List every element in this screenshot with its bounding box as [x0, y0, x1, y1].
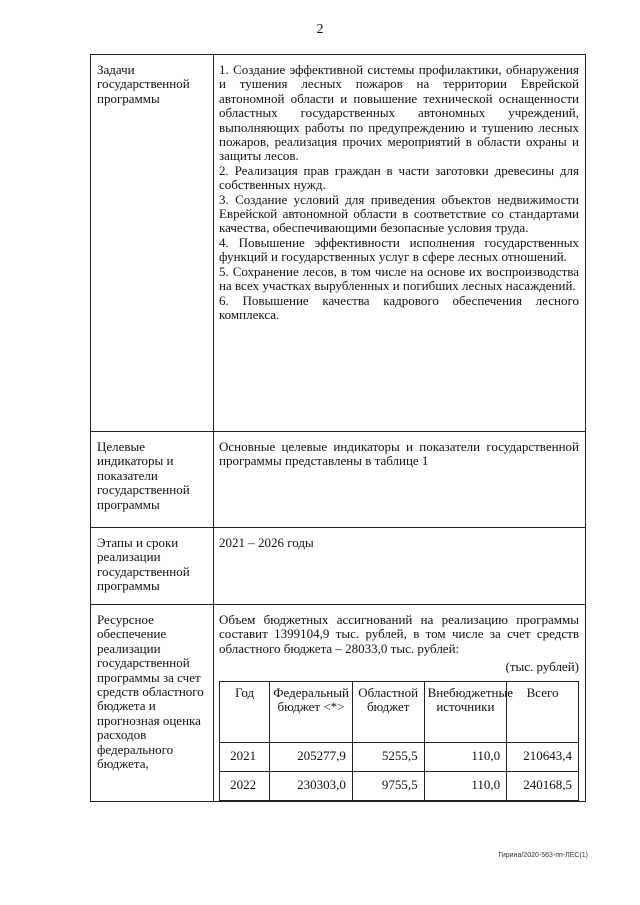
table-row: [220, 771, 579, 800]
units-note: (тыс. рублей): [505, 659, 579, 675]
task-item: 1. Создание эффективной системы профилактики, обнаружения и тушения лесных пожаров на территории Еврейской автономной области и повышение технической оснащенности областных государственных автономных учреждений, выполняющих работы по предупреждению и тушению лесных пожаров, реализация прочих мероприятий в области охраны и защиты лесов.: [219, 62, 579, 164]
resources-text: Объем бюджетных ассигнований на реализацию программы составит 1399104,9 тыс. рублей, в том числе за счет средств областного бюджета – 28033,0 тыс. рублей:: [219, 612, 579, 656]
table-row: [220, 742, 579, 771]
budget-header-total: Всего: [507, 681, 579, 742]
budget-federal: 230303,0: [270, 771, 353, 800]
budget-header-federal: Федеральный бюджет <*>: [270, 681, 353, 742]
budget-total: 210643,4: [507, 742, 579, 771]
budget-extrabudgetary: 110,0: [424, 771, 507, 800]
task-item: 4. Повышение эффективности исполнения государственных функций и государственных услуг в сфере лесных отношений.: [219, 234, 579, 265]
task-item: 2. Реализация прав граждан в части заготовки древесины для собственных нужд.: [219, 162, 579, 193]
program-passport-table: [90, 54, 586, 802]
budget-header-extrabudgetary: Внебюджетные источники: [424, 681, 507, 742]
budget-regional: 9755,5: [352, 771, 424, 800]
page-number: 2: [316, 22, 324, 37]
task-item: 6. Повышение качества кадрового обеспечения лесного комплекса.: [219, 292, 579, 322]
budget-total: 240168,5: [507, 771, 579, 800]
budget-header-row: [220, 681, 579, 742]
stages-row: [91, 528, 586, 605]
budget-extrabudgetary: 110,0: [424, 742, 507, 771]
tasks-list: [214, 55, 586, 432]
budget-federal: 205277,9: [270, 742, 353, 771]
budget-header-year: Год: [220, 681, 270, 742]
resources-label: Ресурсное обеспечение реализации государственной программы за счет средств областного бюджета и прогнозная оценка расходов федерального бюджета,: [91, 605, 214, 802]
stages-value: 2021 – 2026 годы: [214, 528, 586, 605]
budget-table: [219, 681, 579, 801]
tasks-row: [91, 55, 586, 432]
tasks-label: Задачи государственной программы: [91, 55, 214, 432]
budget-regional: 5255,5: [352, 742, 424, 771]
stages-label: Этапы и сроки реализации государственной программы: [91, 528, 214, 605]
indicators-value: Основные целевые индикаторы и показатели государственной программы представлены в таблице 1: [214, 432, 586, 528]
task-item: 3. Создание условий для приведения объектов недвижимости Еврейской автономной области в соответствие со стандартами качества, обеспечивающими безопасные условия труда.: [219, 191, 579, 236]
budget-header-regional: Областной бюджет: [352, 681, 424, 742]
document-footer-code: Гирина/2020-563-пп-ЛЕС(1): [498, 852, 588, 859]
resources-row: [91, 605, 586, 802]
task-item: 5. Сохранение лесов, в том числе на основе их воспроизводства на всех участках вырубленных и погибших лесных насаждений.: [219, 263, 579, 294]
indicators-row: [91, 432, 586, 528]
budget-year: 2021: [220, 742, 270, 771]
resources-cell: [214, 605, 586, 802]
budget-year: 2022: [220, 771, 270, 800]
indicators-label: Целевые индикаторы и показатели государственной программы: [91, 432, 214, 528]
